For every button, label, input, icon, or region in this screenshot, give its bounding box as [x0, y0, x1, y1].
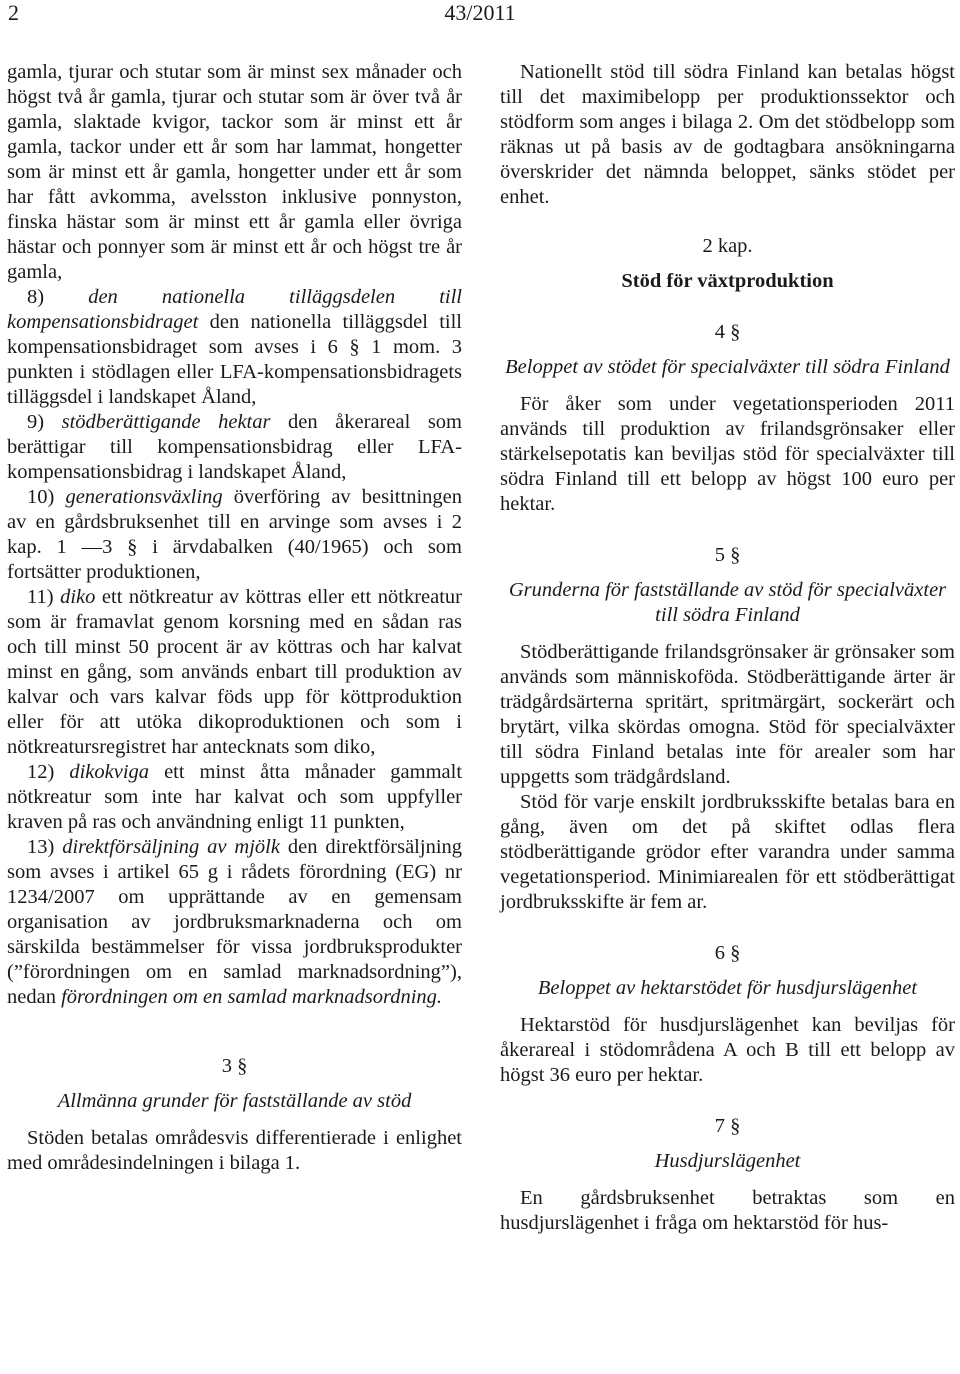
- section-4-title: Beloppet av stödet för specialväxter till södra Finland: [505, 356, 950, 378]
- section-5-paragraph-2: Stöd för varje enskilt jordbruksskifte betalas bara en gång, även om det på skiftet odlas flera stödberättigande grödor efter varandra under samma vegetationsperiod. Minimiarealen för ett stödberättigat jordbruksskifte är fem ar.: [500, 791, 955, 913]
- section-7-text: En gårdsbruksenhet betraktas som en husdjurslägenhet i fråga om hektarstöd för hus-: [500, 1187, 955, 1234]
- left-column: [7, 60, 462, 1176]
- item-number: 11): [27, 586, 54, 608]
- section-5-paragraph-1: Stödberättigande frilandsgrönsaker är grönsaker som används som människoföda. Stödberättigande ärter är trädgårdsärterna spritärt, spritmärgärt, sockerärt och brytärt, vilka skördas omogna. Stöd för specialväxter till södra Finland betalas inte för arealer som har uppgetts som trädgårdsland.: [500, 641, 955, 788]
- section-4-text: För åker som under vegetationsperioden 2011 används till produktion av frilandsgrönsaker eller stärkelsepotatis kan beviljas stöd för specialväxter till södra Finland till ett belopp av högst 100 euro per hektar.: [500, 393, 955, 515]
- item-number: 13): [27, 836, 55, 858]
- definition-text: ett minst åtta månader gammalt nötkreatur som inte har kalvat och som uppfyller kraven på ras och användning enligt 11 punkten,: [7, 761, 463, 833]
- definition-text: den direktförsäljning som avses i artikel 65 g i rådets förordning (EG) nr 1234/2007 om upprättande av en gemensam organisation av jordbruksmarknaderna och om särskilda bestämmelser för vissa jordbruksprodukter (”förordningen om en samlad marknadsordning”), nedan: [7, 836, 463, 1008]
- right-column: [500, 60, 955, 1236]
- item-number: 9): [27, 411, 45, 433]
- item-number: 8): [27, 286, 45, 308]
- section-6-text: Hektarstöd för husdjurslägenhet kan beviljas för åkerareal i stödområdena A och B till ett belopp av högst 36 euro per hektar.: [500, 1014, 955, 1086]
- chapter-label: 2 kap.: [702, 235, 753, 257]
- section-4-label: 4 §: [714, 321, 741, 343]
- definition-item-8: [7, 285, 462, 410]
- definition-item-12: [7, 760, 462, 835]
- section-6-label: 6 §: [714, 942, 741, 964]
- defined-term: dikokviga: [69, 761, 150, 783]
- definition-text: den åkerareal som berättigar till kompensationsbidrag eller LFA-kompensationsbidrag i landskapet Åland,: [7, 411, 462, 483]
- definition-item-10: [7, 485, 462, 585]
- section-3-label: 3 §: [221, 1055, 248, 1077]
- definition-text: den nationella tilläggsdel till kompensationsbidraget som avses i 6 § 1 mom. 3 punkten i stödlagen eller LFA-kompensationsbidragets tilläggsdel i landskapet Åland,: [7, 311, 462, 408]
- section-3-title: Allmänna grunder för fastställande av stöd: [57, 1090, 412, 1112]
- section-5-title: Grunderna för fastställande av stöd för specialväxter till södra Finland: [508, 579, 947, 626]
- item-number: 12): [27, 761, 55, 783]
- section-5-label: 5 §: [714, 544, 741, 566]
- definition-text: överföring av besittningen av en gårdsbruksenhet till en arvinge som avses i 2 kap. 1 —3 § i ärvdabalken (40/1965) och som fortsätter produktionen,: [7, 486, 462, 583]
- defined-term: stödberättigande hektar: [61, 411, 271, 433]
- section-7-title: Husdjurslägenhet: [654, 1150, 801, 1172]
- paragraph-continuation: gamla, tjurar och stutar som är minst sex månader och högst två år gamla, tjurar och stutar som är över två år gamla, slaktade kvigor, tackor som är minst ett år gamla, tackor under ett år som har lammat, hongetter som är minst ett år gamla, hongetter under ett år som har fått avkomma, avelsston inklusive ponnyston, finska hästar som är minst ett år gamla eller övriga hästar och ponnyer som är minst ett år och högst tre år gamla,: [7, 61, 462, 283]
- section-6-title: Beloppet av hektarstödet för husdjurslägenhet: [537, 977, 918, 999]
- defined-term: diko: [60, 586, 96, 608]
- page-number: 2: [8, 0, 19, 25]
- page-header: [8, 0, 952, 30]
- section-7-label: 7 §: [714, 1115, 741, 1137]
- defined-abbreviation: förordningen om en samlad marknadsordning.: [61, 986, 443, 1008]
- definition-item-13: [7, 835, 462, 1010]
- definition-item-9: [7, 410, 462, 485]
- chapter-title: Stöd för växtproduktion: [621, 270, 834, 292]
- defined-term: direktförsäljning av mjölk: [62, 836, 280, 858]
- paragraph-national-aid: Nationellt stöd till södra Finland kan betalas högst till det maximibelopp per produktionssektor och stödform som anges i bilaga 2. Om det stödbelopp som räknas ut på basis av de godtagbara ansökningarna överskrider det nämnda beloppet, sänks stödet per enhet.: [500, 61, 955, 208]
- defined-term: den nationella tilläggsdelen till kompensationsbidraget: [7, 286, 462, 333]
- definition-item-11: [7, 585, 462, 760]
- item-number: 10): [27, 486, 55, 508]
- definition-text: ett nötkreatur av köttras eller ett nötkreatur som är framavlat genom korsning med en sådan ras och till minst 50 procent är av köttras och har kalvat minst en gång, som används enbart till produktion av kalvar och vars kalvar föds upp för köttproduktion eller för att utöka dikoproduktionen och som i nötkreatursregistret har antecknats som diko,: [7, 586, 462, 758]
- issue-number: 43/2011: [444, 0, 516, 25]
- defined-term: generationsväxling: [65, 486, 223, 508]
- section-3-text: Stöden betalas områdesvis differentierade i enlighet med områdesindelningen i bilaga 1.: [7, 1127, 462, 1174]
